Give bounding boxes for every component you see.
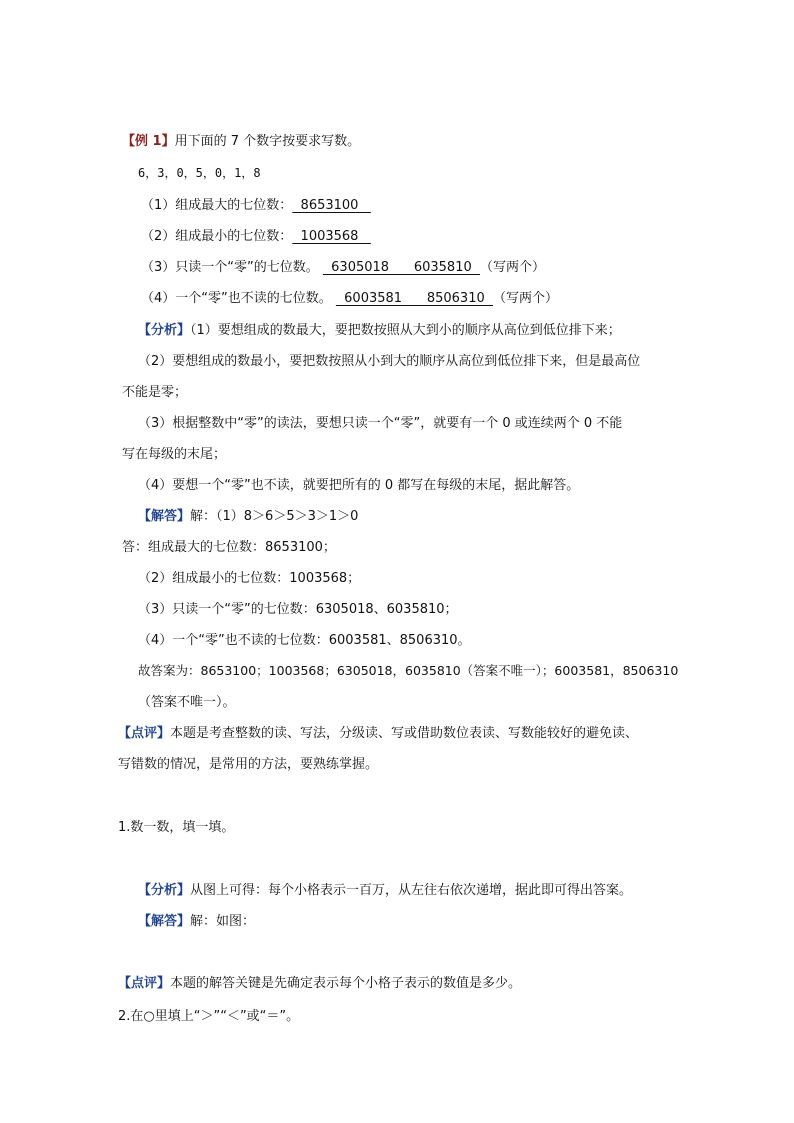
example-q1-answer: 8653100	[292, 198, 371, 213]
analysis-p1-line	[138, 324, 621, 337]
analysis-tag: 【分析】	[138, 323, 191, 338]
review-l2: 写错数的情况，是常用的方法，要熟练掌握。	[118, 757, 379, 772]
q1-analysis-tag: 【分析】	[138, 883, 191, 898]
analysis-p3b: 写在每级的末尾；	[122, 447, 227, 462]
example-q3-label: （3）只读一个“零”的七位数。	[141, 260, 319, 275]
example-q1-label: （1）组成最大的七位数：	[141, 198, 293, 213]
q1-solution: 解：如图：	[190, 914, 256, 929]
analysis-p4: （4）要想一个“零”也不读，就要把所有的 0 都写在每级的末尾，据此解答。	[138, 478, 580, 493]
analysis-p3a: （3）根据整数中“零”的读法，要想只读一个“零”，就要有一个 0 或连续两个 0 不能	[138, 416, 623, 431]
analysis-p2b: 不能是零；	[122, 385, 188, 400]
q1-analysis: 从图上可得：每个小格表示一百万，从左往右依次递增，据此即可得出答案。	[190, 883, 633, 898]
q1-review: 本题的解答关键是先确定表示每个小格子表示的数值是多少。	[170, 976, 522, 991]
review-l1-line	[118, 727, 638, 740]
solution-l1: 解：（1）8＞6＞5＞3＞1＞0	[190, 509, 359, 524]
solution-l2: 答：组成最大的七位数：8653100；	[122, 540, 336, 555]
example-q3-answer: 6305018 6035810	[322, 260, 481, 275]
solution-l7: （答案不唯一）。	[138, 695, 236, 710]
example-q4-label: （4）一个“零”也不读的七位数。	[141, 291, 332, 306]
q2-title: 2.在○里填上“＞”“＜”或“＝”。	[118, 1009, 300, 1024]
q1-title: 1.数一数，填一填。	[118, 820, 235, 835]
example-q2-answer: 1003568	[292, 229, 371, 244]
review-tag: 【点评】	[118, 726, 171, 741]
example-q1	[141, 199, 371, 212]
example-tag: 【例 1】	[122, 134, 175, 149]
q1-analysis-line	[138, 884, 632, 897]
example-q4-suffix: （写两个）	[493, 291, 559, 306]
example-q3	[141, 261, 545, 274]
example-digits: 6，3，0，5，0，1，8	[138, 166, 261, 180]
q1-review-line	[118, 977, 521, 990]
example-q4-answer: 6003581 8506310	[335, 291, 494, 306]
example-header	[122, 135, 360, 148]
solution-l6: 故答案为：8653100；1003568；6305018，6035810（答案不唯一）；6003581，8506310	[138, 663, 679, 678]
solution-tag: 【解答】	[138, 509, 191, 524]
q1-review-tag: 【点评】	[118, 976, 171, 991]
q1-solution-tag: 【解答】	[138, 914, 191, 929]
example-q2	[141, 230, 371, 243]
analysis-p2a: （2）要想组成的数最小，要把数按照从小到大的顺序从高位到低位排下来，但是最高位	[138, 354, 641, 369]
solution-l3: （2）组成最小的七位数：1003568；	[138, 571, 361, 586]
example-q2-label: （2）组成最小的七位数：	[141, 229, 293, 244]
q1-solution-line	[138, 915, 255, 928]
example-q3-suffix: （写两个）	[480, 260, 546, 275]
solution-l1-line	[138, 510, 358, 523]
example-prompt: 用下面的 7 个数字按要求写数。	[174, 134, 361, 149]
analysis-p1: （1）要想组成的数最大，要把数按照从大到小的顺序从高位到低位排下来；	[190, 323, 621, 338]
review-l1: 本题是考查整数的读、写法，分级读、写或借助数位表读、写数能较好的避免读、	[170, 726, 639, 741]
solution-l4: （3）只读一个“零”的七位数：6305018、6035810；	[138, 602, 458, 617]
solution-l5: （4）一个“零”也不读的七位数：6003581、8506310。	[138, 633, 471, 648]
example-q4	[141, 292, 558, 305]
